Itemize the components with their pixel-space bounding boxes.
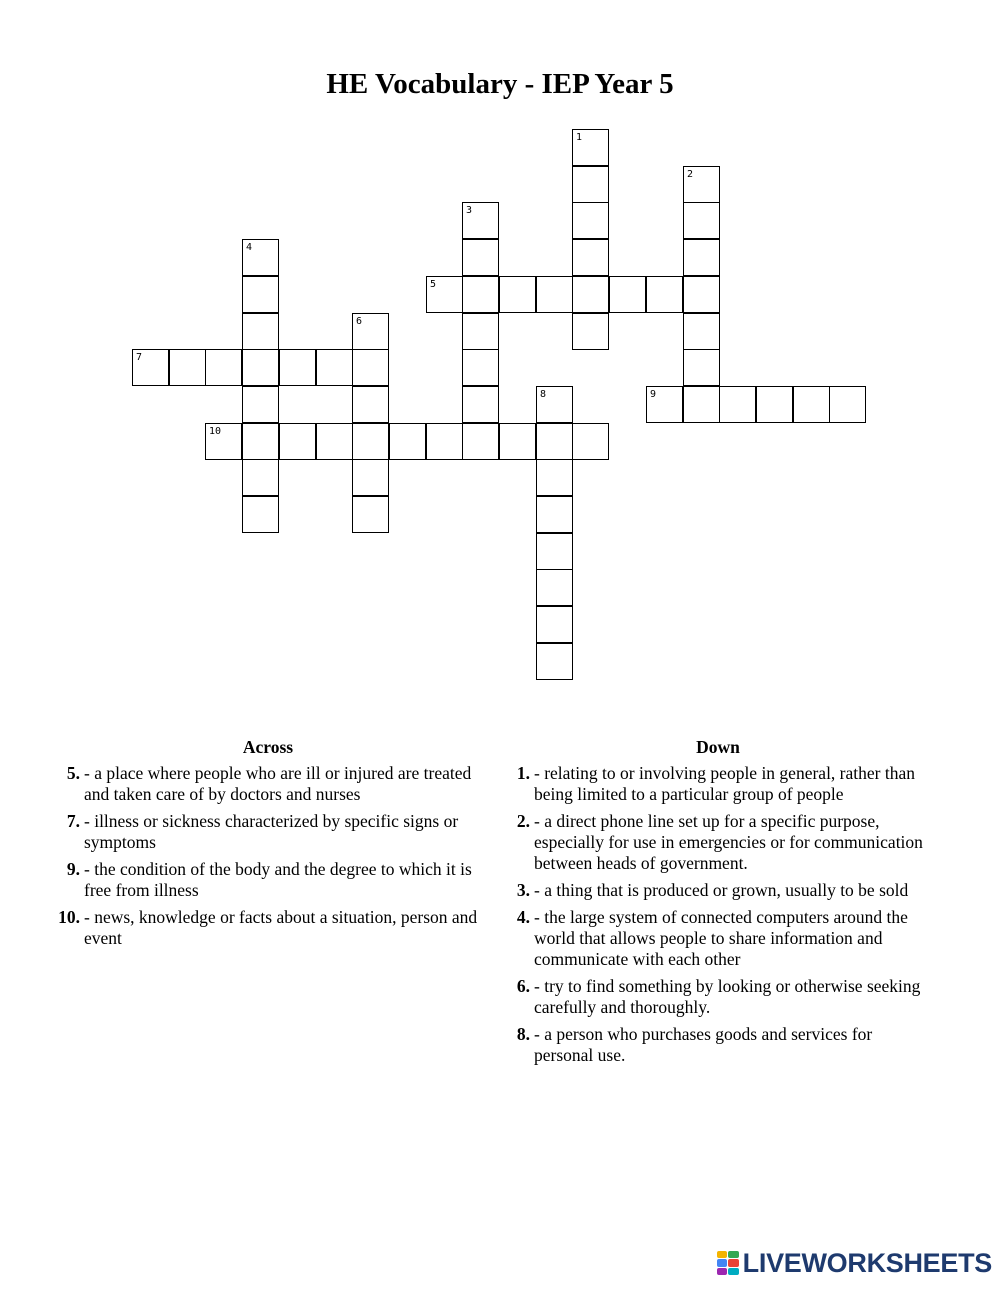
clue-number-label: 9: [650, 389, 657, 400]
crossword-cell[interactable]: [205, 349, 242, 386]
crossword-cell[interactable]: [242, 386, 279, 423]
crossword-cell[interactable]: [536, 569, 573, 606]
down-clues: [503, 737, 933, 1072]
clue-number: 9.: [66, 859, 80, 879]
crossword-cell[interactable]: [426, 276, 463, 313]
crossword-cell[interactable]: [279, 423, 316, 460]
logo-square: [728, 1251, 739, 1258]
clue-text: - try to find something by looking or otherwise seeking carefully and thoroughly.: [534, 976, 921, 1017]
crossword-cell[interactable]: [536, 423, 573, 460]
clue-across-9: [53, 859, 483, 901]
clue-text: - a person who purchases goods and services for personal use.: [534, 1024, 873, 1065]
crossword-cell[interactable]: [572, 166, 609, 203]
clue-number-label: 4: [246, 242, 253, 253]
crossword-cell[interactable]: [242, 459, 279, 496]
crossword-cell[interactable]: [572, 239, 609, 276]
crossword-cell[interactable]: [683, 313, 720, 350]
clue-number-label: 6: [356, 316, 363, 327]
logo-square: [717, 1259, 728, 1266]
liveworksheets-logo-icon: [717, 1251, 739, 1275]
clue-number: 2.: [516, 811, 530, 831]
crossword-cell[interactable]: [352, 423, 389, 460]
clue-number: 3.: [516, 880, 530, 900]
crossword-cell[interactable]: [683, 276, 720, 313]
crossword-cell[interactable]: [242, 496, 279, 533]
crossword-cell[interactable]: [536, 643, 573, 680]
logo-text: LIVEWORKSHEETS: [742, 1247, 992, 1278]
crossword-cell[interactable]: [683, 349, 720, 386]
clue-number: 8.: [516, 1024, 530, 1044]
crossword-cell[interactable]: [829, 386, 866, 423]
clue-down-3: [503, 880, 933, 901]
down-heading: Down: [696, 737, 740, 757]
crossword-cell[interactable]: [536, 606, 573, 643]
clue-across-5: [53, 763, 483, 805]
crossword-cell[interactable]: [462, 386, 499, 423]
crossword-cell[interactable]: [683, 386, 720, 423]
crossword-cell[interactable]: [242, 276, 279, 313]
crossword-cell[interactable]: [756, 386, 793, 423]
logo-square: [717, 1268, 728, 1275]
crossword-cell[interactable]: [609, 276, 646, 313]
crossword-cell[interactable]: [316, 423, 353, 460]
clue-text: - a place where people who are ill or injured are treated and taken care of by doctors and nurses: [84, 763, 472, 804]
clue-across-7: [53, 811, 483, 853]
clue-number-label: 10: [209, 426, 222, 437]
across-clues: [53, 737, 483, 955]
clue-number: 4.: [516, 907, 530, 927]
page-title: HE Vocabulary - IEP Year 5: [326, 68, 674, 100]
clue-number: 5.: [66, 763, 80, 783]
clue-across-10: [53, 907, 483, 949]
crossword-cell[interactable]: [572, 276, 609, 313]
crossword-cell[interactable]: [572, 202, 609, 239]
crossword-cell[interactable]: [683, 239, 720, 276]
clue-text: - relating to or involving people in general, rather than being limited to a particular group of people: [534, 763, 915, 804]
crossword-cell[interactable]: [536, 533, 573, 570]
clue-text: - a thing that is produced or grown, usually to be sold: [534, 880, 909, 900]
crossword-cell[interactable]: [205, 423, 242, 460]
crossword-cell[interactable]: [499, 423, 536, 460]
crossword-cell[interactable]: [352, 349, 389, 386]
crossword-cell[interactable]: [572, 129, 609, 166]
clue-number: 10.: [58, 907, 80, 927]
clue-down-4: [503, 907, 933, 970]
clue-number: 7.: [66, 811, 80, 831]
crossword-cell[interactable]: [352, 459, 389, 496]
crossword-cell[interactable]: [132, 349, 169, 386]
crossword-cell[interactable]: [462, 313, 499, 350]
crossword-cell[interactable]: [462, 202, 499, 239]
crossword-cell[interactable]: [316, 349, 353, 386]
crossword-cell[interactable]: [352, 313, 389, 350]
crossword-cell[interactable]: [683, 166, 720, 203]
crossword-cell[interactable]: [279, 349, 316, 386]
crossword-cell[interactable]: [536, 276, 573, 313]
crossword-cell[interactable]: [462, 423, 499, 460]
crossword-cell[interactable]: [462, 239, 499, 276]
clue-number: 6.: [516, 976, 530, 996]
crossword-cell[interactable]: [572, 423, 609, 460]
clue-number-label: 8: [540, 389, 547, 400]
crossword-cell[interactable]: [242, 423, 279, 460]
crossword-cell[interactable]: [426, 423, 463, 460]
clue-text: - news, knowledge or facts about a situation, person and event: [84, 907, 478, 948]
crossword-cell[interactable]: [536, 496, 573, 533]
crossword-cell[interactable]: [536, 386, 573, 423]
clue-down-8: [503, 1024, 933, 1066]
crossword-cell[interactable]: [719, 386, 756, 423]
clue-text: - the condition of the body and the degree to which it is free from illness: [84, 859, 472, 900]
crossword-cell[interactable]: [352, 386, 389, 423]
clue-text: - a direct phone line set up for a specific purpose, especially for use in emergencies or for communication between heads of government.: [534, 811, 923, 873]
crossword-cell[interactable]: [646, 386, 683, 423]
clue-down-6: [503, 976, 933, 1018]
crossword-cell[interactable]: [536, 459, 573, 496]
clue-number: 1.: [516, 763, 530, 783]
crossword-cell[interactable]: [683, 202, 720, 239]
clue-number-label: 1: [576, 132, 583, 143]
clue-text: - the large system of connected computers around the world that allows people to share information and communicate with each other: [534, 907, 908, 969]
crossword-cell[interactable]: [352, 496, 389, 533]
crossword-cell[interactable]: [462, 349, 499, 386]
across-heading: Across: [242, 737, 294, 757]
crossword-cell[interactable]: [242, 313, 279, 350]
clue-down-2: [503, 811, 933, 874]
crossword-cell[interactable]: [389, 423, 426, 460]
crossword-cell[interactable]: [462, 276, 499, 313]
clue-number-label: 5: [430, 279, 437, 290]
crossword-cell[interactable]: [242, 349, 279, 386]
clue-down-1: [503, 763, 933, 805]
crossword-cell[interactable]: [646, 276, 683, 313]
logo-square: [728, 1259, 739, 1266]
logo-square: [728, 1268, 739, 1275]
crossword-cell[interactable]: [793, 386, 830, 423]
clue-number-label: 3: [466, 205, 473, 216]
crossword-cell[interactable]: [572, 313, 609, 350]
crossword-cell[interactable]: [242, 239, 279, 276]
clue-number-label: 2: [687, 169, 694, 180]
liveworksheets-logo: [717, 1249, 992, 1277]
crossword-cell[interactable]: [499, 276, 536, 313]
clue-number-label: 7: [136, 352, 143, 363]
crossword-cell[interactable]: [169, 349, 206, 386]
clue-text: - illness or sickness characterized by specific signs or symptoms: [84, 811, 459, 852]
logo-square: [717, 1251, 728, 1258]
